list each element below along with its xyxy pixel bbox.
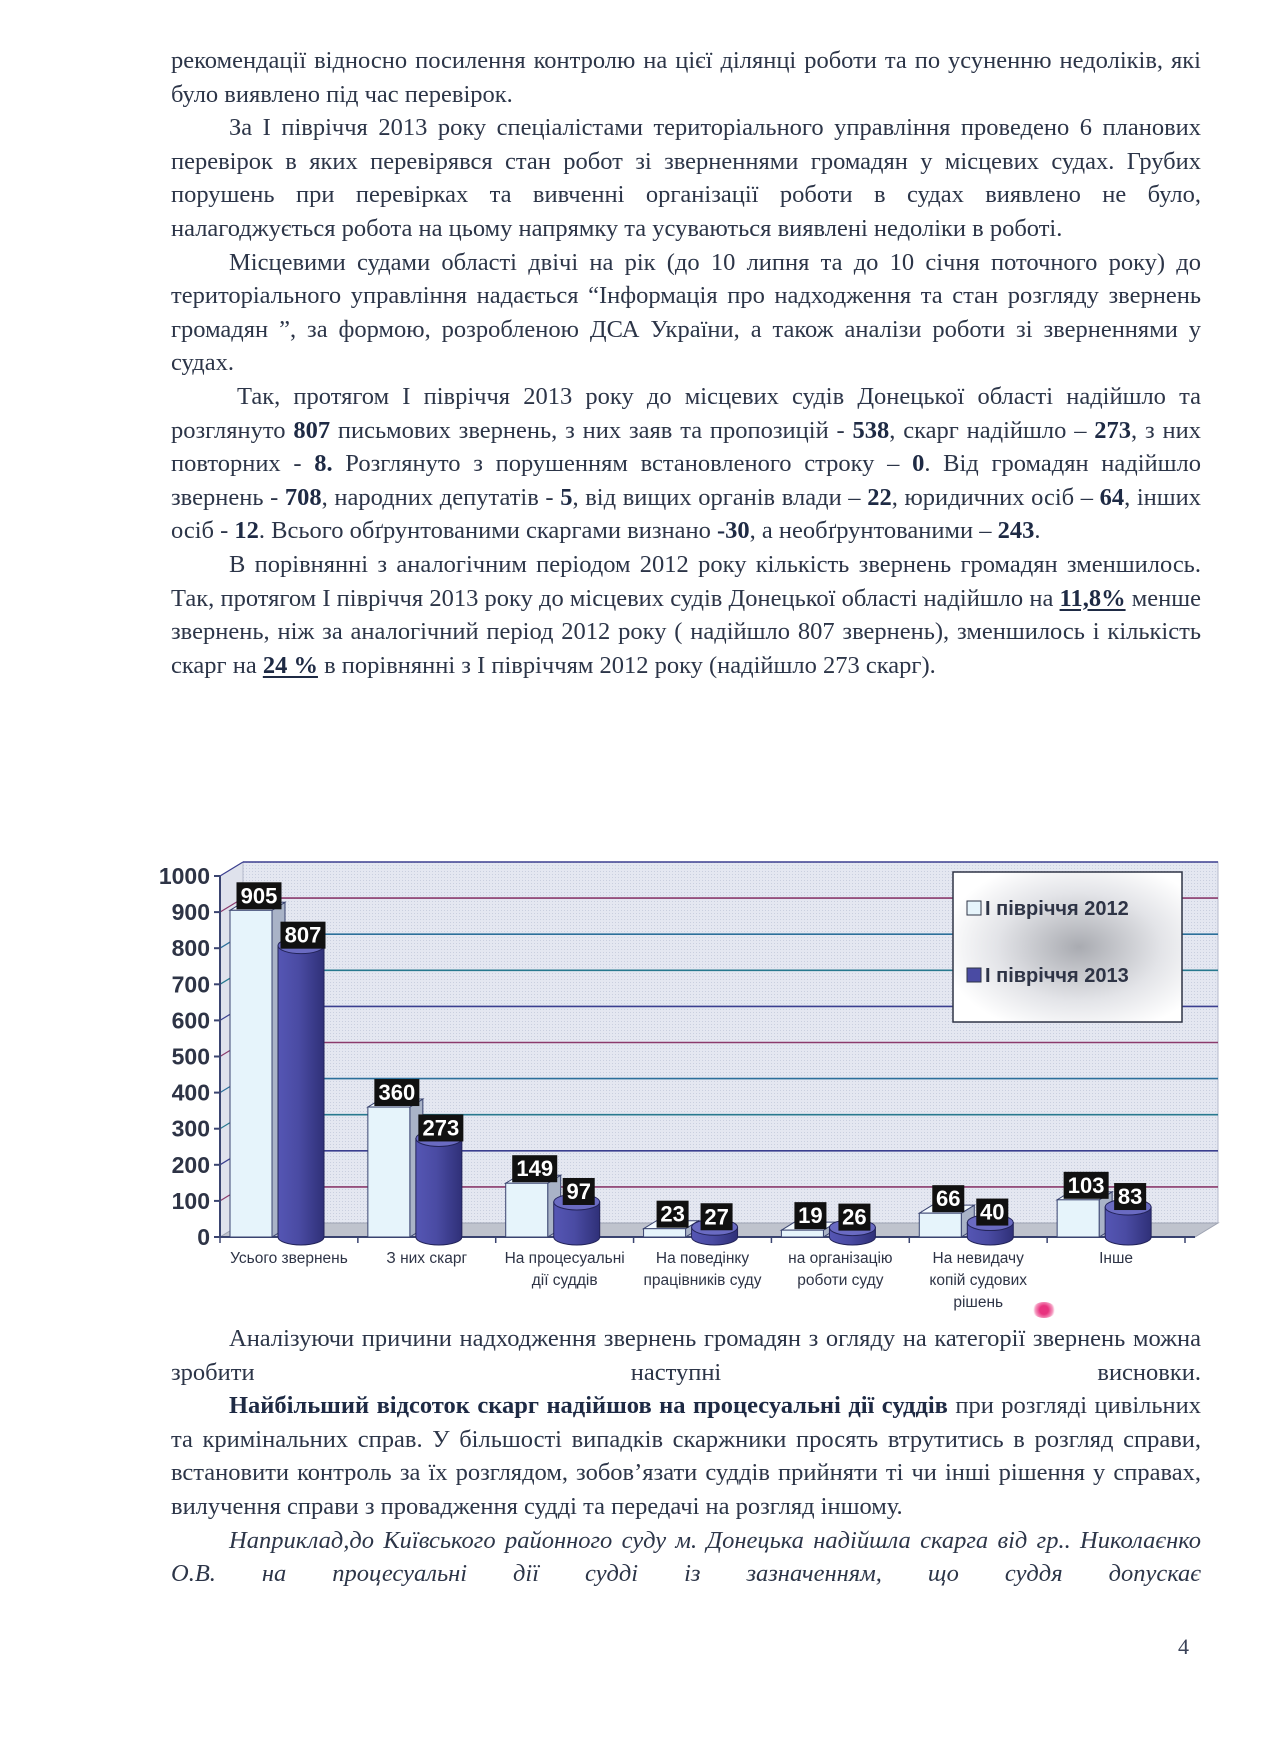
x-category-label: дії суддів xyxy=(531,1272,598,1289)
data-label-2012: 103 xyxy=(1067,1172,1105,1198)
pct-complaints-decrease: 24 % xyxy=(262,651,318,679)
paragraph-inspections: За І півріччя 2013 року спеціалістами територіального управління проведено 6 планових перевірок в яких перевірявся стан робот зі зверненнями громадян у місцевих судах. Грубих порушень при перевірках та вивченні організації роботи в судах виявлено не було, налагоджується робота на цьому напрямку та усуваються виявлені недоліки в роботі. xyxy=(171,114,1201,242)
data-label-2012: 905 xyxy=(240,883,278,909)
x-category-label: копій судових xyxy=(929,1272,1028,1289)
legend-box xyxy=(953,872,1182,1022)
data-label-2012: 66 xyxy=(936,1186,961,1212)
x-category-label: на організацію xyxy=(788,1250,893,1267)
paragraph-recommendations: рекомендації відносно посилення контролю на цієї ділянці роботи та по усуненню недоліків, які було виявлено під час перевірок. xyxy=(171,47,1201,108)
x-category-label: На невидачу xyxy=(932,1250,1024,1267)
paragraph-comparison: В порівнянні з аналогічним періодом 2012 року кількість звернень громадян зменшилось. Так, протягом І півріччя 2013 року до місцевих судів Донецької області надійшло на 11,8% менше звернень, ніж за аналогічний період 2012 року ( надійшло 807 звернень), зменшилось і кількість скарг на 24 % в порівнянні з І півріччям 2012 року (надійшло 273 скарг). xyxy=(171,550,1202,679)
chart-svg xyxy=(150,850,1230,1320)
stat-unjustified: 243 xyxy=(997,517,1035,545)
y-tick-label: 300 xyxy=(171,1115,210,1142)
bottom-text-block xyxy=(171,1322,1201,1591)
bar-2012 xyxy=(230,910,272,1237)
x-category-label: На поведінку xyxy=(655,1250,750,1267)
legend-label-0: І півріччя 2012 xyxy=(985,898,1129,920)
stat-complaints: 273 xyxy=(1094,416,1132,444)
stat-authorities: 22 xyxy=(867,483,892,511)
data-label-2013: 26 xyxy=(842,1204,867,1230)
legend-swatch-0 xyxy=(967,901,981,915)
stat-justified: -30 xyxy=(716,517,750,545)
x-category-label: Усього звернень xyxy=(230,1250,348,1267)
scan-ink-mark xyxy=(1032,1302,1056,1318)
bar-2012 xyxy=(506,1183,548,1237)
x-category-label: працівників суду xyxy=(643,1272,762,1289)
paragraph-procedural-complaints: Найбільший відсоток скарг надійшов на процесуальні дії суддів при розгляді цивільних та кримінальних справ. У більшості випадків скаржники просять втрутитись в розгляд справи, встановити контроль за їх розглядом, зобов’язати суддів прийняти ті чи інші рішення у справах, вилучення справи з провадження судді та передачі на розгляд іншому. xyxy=(171,1392,1201,1520)
y-tick-label: 100 xyxy=(171,1187,210,1214)
data-label-2012: 360 xyxy=(378,1080,416,1106)
pct-appeals-decrease: 11,8% xyxy=(1059,584,1126,612)
data-label-2013: 83 xyxy=(1117,1184,1143,1210)
stat-total: 807 xyxy=(293,416,331,444)
stat-citizens: 708 xyxy=(284,483,322,511)
y-tick-label: 600 xyxy=(171,1007,210,1034)
x-category-label: З них скарг xyxy=(386,1250,468,1267)
x-category-label: На процесуальні xyxy=(504,1250,625,1267)
y-tick-label: 1000 xyxy=(158,863,210,889)
y-tick-label: 500 xyxy=(171,1043,210,1070)
stat-deputies: 5 xyxy=(560,483,573,511)
x-category-label: рішень xyxy=(953,1294,1004,1311)
legend-swatch-1 xyxy=(967,968,981,982)
y-tick-label: 0 xyxy=(197,1224,210,1250)
bar-2012 xyxy=(781,1230,823,1237)
x-category-label: Інше xyxy=(1099,1250,1134,1267)
data-label-2013: 807 xyxy=(284,922,322,948)
bar-2012 xyxy=(368,1107,410,1237)
comparison-bar-chart xyxy=(150,850,1230,1320)
bar-2013 xyxy=(278,946,324,1245)
stat-legal: 64 xyxy=(1099,483,1125,511)
stat-statements: 538 xyxy=(852,416,890,444)
y-tick-label: 800 xyxy=(171,935,210,962)
paragraph-reporting: Місцевими судами області двічі на рік (до 10 липня та до 10 січня поточного року) до територіального управління надається “Інформація про надходження та стан розгляду звернень громадян ”, за формою, розробленою ДСА України, а також аналізи роботи зі зверненнями у судах. xyxy=(171,248,1201,377)
top-text-block xyxy=(171,44,1201,682)
chart-legend xyxy=(953,872,1182,1022)
legend-label-1: І півріччя 2013 xyxy=(985,965,1129,987)
y-tick-label: 900 xyxy=(171,899,210,926)
bar-2012 xyxy=(644,1229,686,1237)
paragraph-statistics: Так, протягом І півріччя 2013 року до місцевих судів Донецької області надійшло та розглянуто 807 письмових звернень, з них заяв та пропозицій - 538, скарг надійшло – 273, з них повторних - 8. Розглянуто з порушенням встановленого строку – 0. Від громадян надійшло звернень - 708, народних депутатів - 5, від вищих органів влади – 22, юридичних осіб – 64, інших осіб - 12. Всього обґрунтованими скаргами визнано -30, а необґрунтованими – 243. xyxy=(171,382,1202,545)
bar-2012 xyxy=(919,1213,961,1237)
data-label-2012: 23 xyxy=(660,1201,685,1227)
data-label-2012: 149 xyxy=(516,1156,554,1182)
stat-repeat: 8. xyxy=(314,450,333,478)
paragraph-example: Наприклад,до Київського районного суду м. Донецька надійшла скарга від гр.. Николаєнко О.В. на процесуальні дії судді із зазначенням, що суддя допускає xyxy=(171,1526,1201,1588)
x-category-label: роботи суду xyxy=(797,1272,884,1289)
paragraph-analysis-intro: Аналізуючи причини надходження звернень громадян з огляду на категорії звернень можна зробити наступні висновки. xyxy=(171,1325,1201,1386)
data-label-2013: 273 xyxy=(422,1115,460,1141)
data-label-2013: 27 xyxy=(704,1204,729,1230)
y-tick-label: 400 xyxy=(171,1079,210,1106)
data-label-2012: 19 xyxy=(798,1203,823,1229)
y-tick-label: 200 xyxy=(171,1151,210,1178)
data-label-2013: 40 xyxy=(980,1199,1005,1225)
bar-2013 xyxy=(416,1138,462,1245)
data-label-2013: 97 xyxy=(566,1178,591,1204)
stat-other: 12 xyxy=(234,517,259,545)
y-tick-label: 700 xyxy=(171,971,210,998)
bar-2012 xyxy=(1057,1200,1099,1237)
page-number: 4 xyxy=(1178,1634,1189,1659)
stat-late: 0 xyxy=(912,450,925,478)
